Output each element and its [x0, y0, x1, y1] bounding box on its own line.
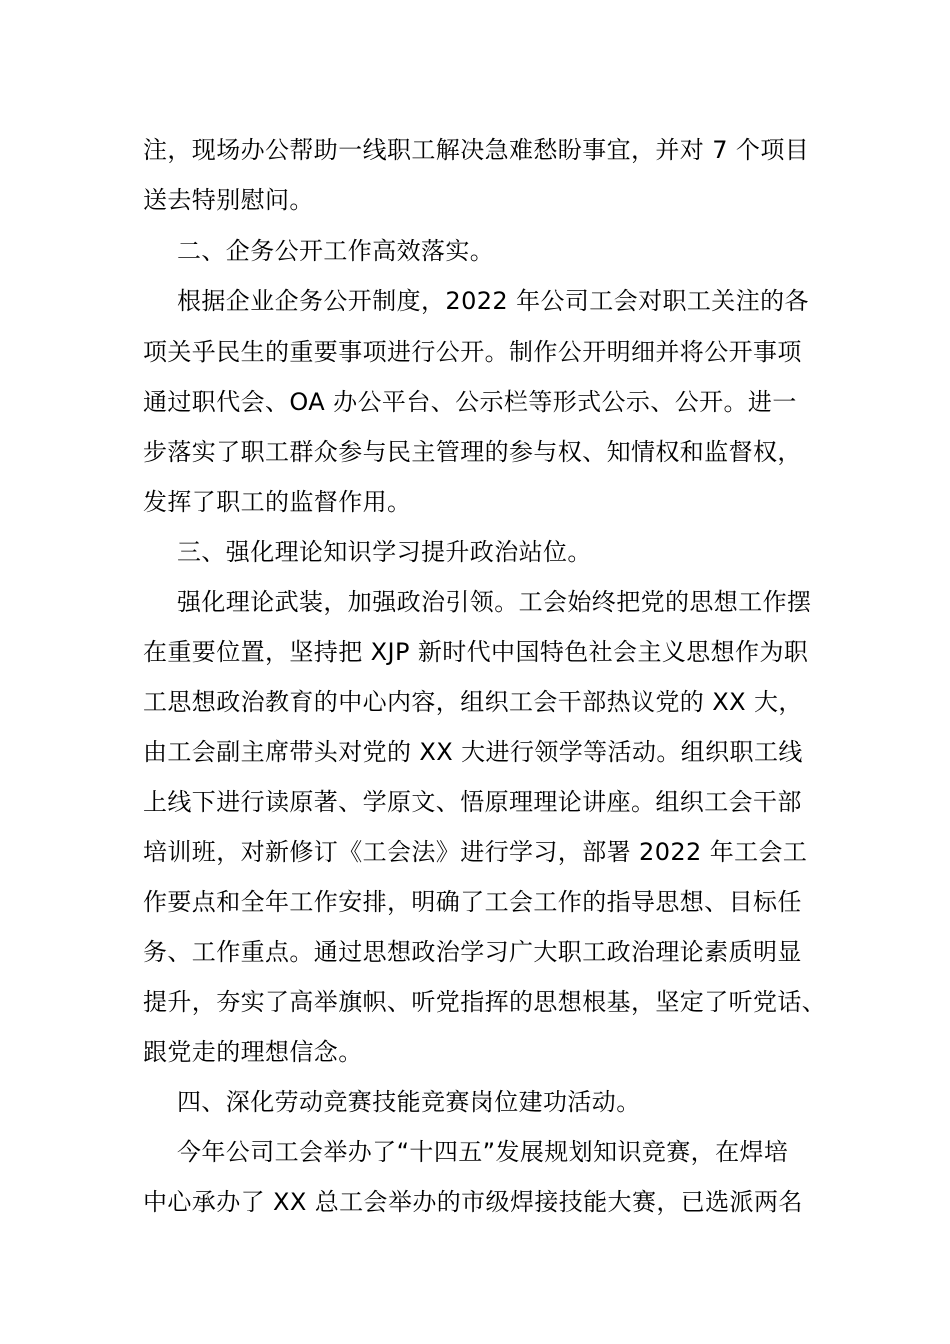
section-heading: 二、企务公开工作高效落实。 — [177, 237, 495, 265]
text-line: 项关乎民生的重要事项进行公开。制作公开明细并将公开事项 — [143, 338, 802, 366]
paragraph-start: 强化理论武装，加强政治引领。工会始终把党的思想工作摆 — [177, 588, 812, 616]
text-line: 培训班，对新修订《工会法》进行学习，部署 2022 年工会工 — [143, 838, 808, 866]
text-line: 工思想政治教育的中心内容，组织工会干部热议党的 XX 大， — [143, 688, 803, 716]
text-line: 步落实了职工群众参与民主管理的参与权、知情权和监督权， — [143, 438, 802, 466]
text-line: 发挥了职工的监督作用。 — [143, 488, 412, 516]
text-line: 提升，夯实了高举旗帜、听党指挥的思想根基，坚定了听党话、 — [143, 988, 827, 1016]
paragraph-start: 今年公司工会举办了“十四五”发展规划知识竞赛，在焊培 — [177, 1138, 789, 1166]
paragraph-start: 根据企业企务公开制度，2022 年公司工会对职工关注的各 — [177, 287, 809, 315]
text-line: 上线下进行读原著、学原文、悟原理理论讲座。组织工会干部 — [143, 788, 802, 816]
text-line: 在重要位置，坚持把 XJP 新时代中国特色社会主义思想作为职 — [143, 638, 809, 666]
text-line: 注，现场办公帮助一线职工解决急难愁盼事宜，并对 7 个项目 — [143, 136, 810, 164]
text-line: 跟党走的理想信念。 — [143, 1038, 363, 1066]
text-line: 由工会副主席带头对党的 XX 大进行领学等活动。组织职工线 — [143, 738, 803, 766]
text-line: 中心承办了 XX 总工会举办的市级焊接技能大赛，已选派两名 — [143, 1188, 803, 1216]
text-line: 作要点和全年工作安排，明确了工会工作的指导思想、目标任 — [143, 888, 802, 916]
text-line: 送去特别慰问。 — [143, 186, 314, 214]
text-line: 务、工作重点。通过思想政治学习广大职工政治理论素质明显 — [143, 938, 802, 966]
section-heading: 三、强化理论知识学习提升政治站位。 — [177, 538, 592, 566]
text-line: 通过职代会、OA 办公平台、公示栏等形式公示、公开。进一 — [143, 388, 797, 416]
section-heading: 四、深化劳动竞赛技能竞赛岗位建功活动。 — [177, 1088, 641, 1116]
